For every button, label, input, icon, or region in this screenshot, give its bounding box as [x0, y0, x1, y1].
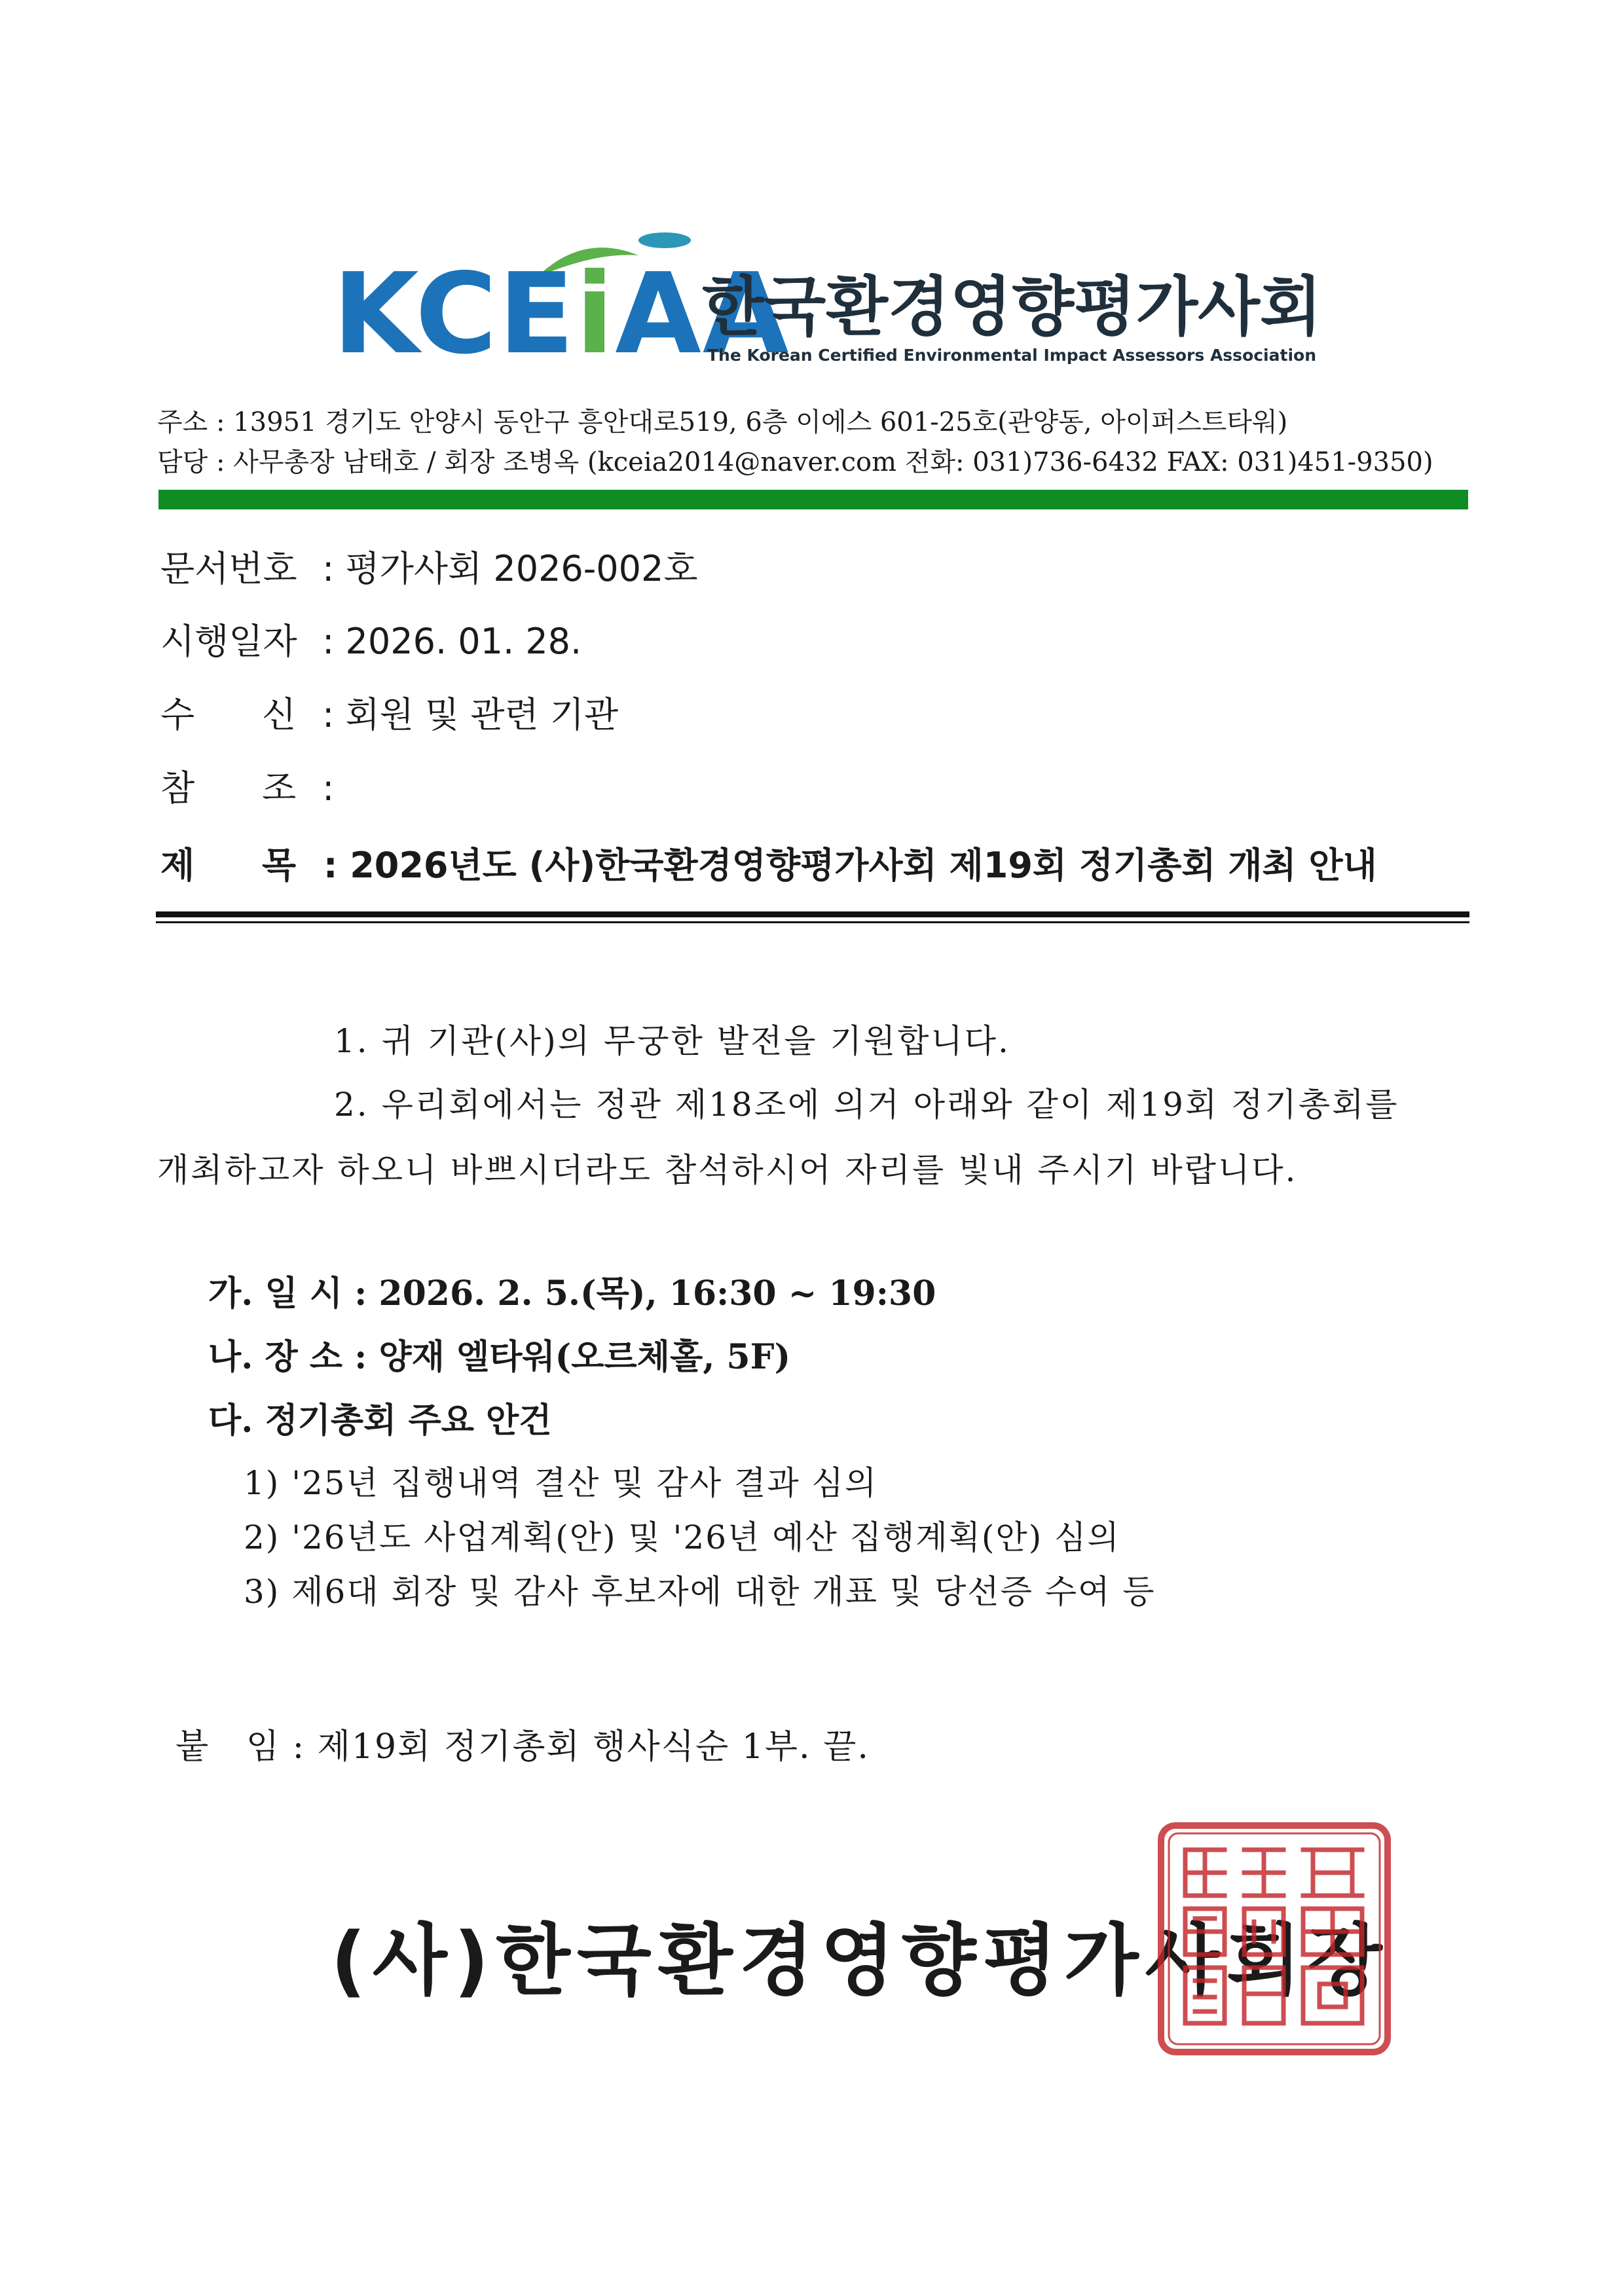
reference-label-1: 참 [160, 767, 195, 809]
enforcement-date-row [160, 621, 582, 662]
document-number-label: 문서번호 [160, 548, 297, 589]
agenda-item-3: 3) 제6대 회장 및 감사 후보자에 대한 개표 및 당선증 수여 등 [244, 1573, 1156, 1611]
subject-label-1: 제 [160, 845, 195, 886]
recipient-row [160, 694, 619, 735]
enforcement-date-label: 시행일자 [160, 621, 297, 662]
organization-name-english: The Korean Certified Environmental Impact Assessors Association [707, 346, 1316, 365]
agenda-item-1: 1) '25년 집행내역 결산 및 감사 결과 심의 [244, 1464, 878, 1502]
official-seal-stamp [1156, 1820, 1393, 2057]
enforcement-date-value: : 2026. 01. 28. [322, 621, 582, 662]
detail-datetime: 가. 일 시 : 2026. 2. 5.(목), 16:30 ~ 19:30 [208, 1274, 936, 1313]
subject-double-rule-thin [156, 921, 1469, 923]
subject-label-2: 목 [262, 845, 297, 886]
attachment-note: 붙 임 : 제19회 정기총회 행사식순 1부. 끝. [175, 1727, 870, 1767]
recipient-label-2: 신 [262, 694, 297, 735]
subject-value: : 2026년도 (사)한국환경영향평가사회 제19회 정기총회 개최 안내 [323, 845, 1377, 886]
reference-row [160, 767, 335, 809]
body-paragraph-2-line-1: 2. 우리회에서는 정관 제18조에 의거 아래와 같이 제19회 정기총회를 [334, 1086, 1399, 1124]
subject-row [160, 845, 1377, 886]
subject-double-rule-thick [156, 911, 1469, 917]
contact-line: 담당 : 사무총장 남태호 / 회장 조병옥 (kceia2014@naver.com 전화: 031)736-6432 FAX: 031)451-9350) [157, 447, 1433, 477]
detail-venue: 나. 장 소 : 양재 엘타워(오르체홀, 5F) [208, 1337, 791, 1377]
header-divider-bar [158, 490, 1468, 509]
reference-value: : [322, 767, 335, 809]
agenda-item-2: 2) '26년도 사업계획(안) 및 '26년 예산 집행계획(안) 심의 [244, 1518, 1120, 1556]
body-paragraph-2-line-2: 개최하고자 하오니 바쁘시더라도 참석하시어 자리를 빛내 주시기 바랍니다. [157, 1151, 1298, 1189]
recipient-label-1: 수 [160, 694, 195, 735]
document-number-value: : 평가사회 2026-002호 [322, 548, 698, 589]
document-number-row [160, 548, 698, 589]
detail-agenda-heading: 다. 정기총회 주요 안건 [208, 1401, 552, 1441]
signatory-name: (사)한국환경영향평가사회장 [331, 1915, 1389, 2006]
organization-name-korean: 한국환경영향평가사회 [702, 270, 1322, 344]
recipient-value: : 회원 및 관련 기관 [322, 694, 619, 735]
logo-wordmark: KCEiAA [333, 249, 790, 379]
body-paragraph-1: 1. 귀 기관(사)의 무궁한 발전을 기원합니다. [334, 1022, 1010, 1060]
address-line: 주소 : 13951 경기도 안양시 동안구 흥안대로519, 6층 이에스 601-25호(관양동, 아이퍼스트타워) [157, 407, 1288, 437]
reference-label-2: 조 [262, 767, 297, 809]
